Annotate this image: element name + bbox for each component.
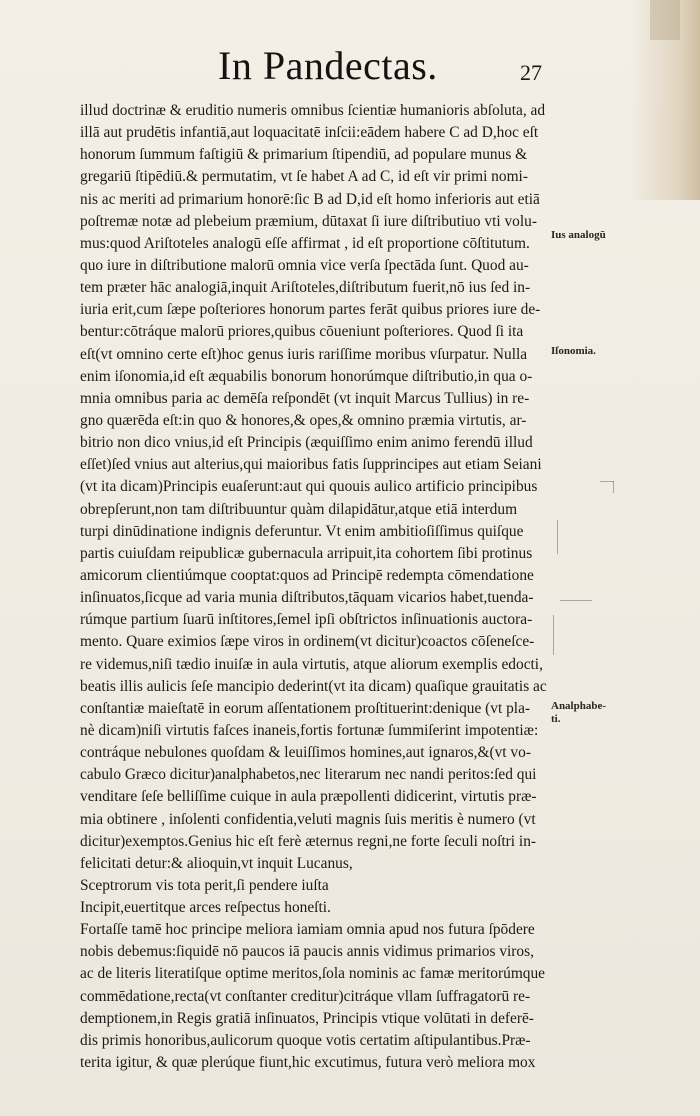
text-line: demptionem,in Regis gratiā inſinuatos, Principis vtique volūtati in deferē- (80, 1009, 534, 1027)
text-line: gregariū ſtipēdiū.& permutatim, vt ſe habet A ad C, id eſt vir primi nomi- (80, 168, 528, 186)
running-title: In Pandectas. (218, 43, 438, 88)
text-line: conſtantiæ maieſtatē in eorum aſſentationem proſtituerint:denique (vt pla- (80, 699, 531, 717)
margin-note-analphabeti: Analphabe- (551, 700, 607, 712)
page-number: 27 (520, 60, 542, 85)
text-line: illud doctrinæ & eruditio numeris omnibus ſcientiæ humanioris abſoluta, ad (80, 102, 546, 119)
page-header (0, 40, 700, 100)
text-line: bentur:cōtráque malorū priores,quibus cōueniunt poſteriores. Quod ſi ita (80, 323, 524, 341)
text-line: (vt ita dicam)Principis euaſerunt:aut qui quouis aulico artificio principibus (80, 478, 538, 496)
pencil-mark (560, 600, 592, 601)
text-line: mia obtinere , inſolenti confidentia,veluti magnis ſuis meritis è numero (vt (80, 810, 536, 828)
pencil-mark (553, 615, 554, 655)
text-line: commēdatione,recta(vt conſtanter creditur)citráque vllam ſuffragatorū re- (80, 987, 531, 1005)
text-line: nis ac meriti ad primarium honorē:ſic B ad D,id eſt homo inferioris aut etiā (80, 190, 540, 208)
text-line: eſt(vt omnino certe eſt)hoc genus iuris rariſſime moribus vſurpatur. Nulla (80, 345, 528, 363)
pencil-mark (613, 481, 614, 493)
text-line: eſſet)ſed vnius aut alterius,qui maioribus fatis ſupprincipes aut etiam Seiani (80, 456, 542, 474)
text-line: tem præter hāc analogiā,inquit Ariſtoteles,diſtributum fuerit,nō ius ſed in- (80, 279, 531, 297)
text-line: Fortaſſe tamē hoc principe meliora iamiam omnia apud nos futura ſpōdere (80, 921, 535, 939)
text-line: gno quærēda eſt:in quo & honores,& opes,& omnino præmia virtutis, ar- (80, 411, 527, 429)
text-line: dicitur)exemptos.Genius hic eſt ferè æternus regni,ne forte ſeculi noſtri in- (80, 832, 537, 850)
text-line: terita igitur, & quæ plerúque fiunt,hic excutimus, futura verò meliora mox (80, 1054, 536, 1072)
text-line: honorum ſummum faſtigiū & primarium ſtipendiū, ad populare munus & (80, 146, 528, 164)
text-line: quo iure in diſtributione malorū omnia vice verſa ſpectāda ſunt. Quod au- (80, 256, 529, 274)
text-line: re videmus,niſi tædio inuiſæ in aula virtutis, atque aliorum exemplis edocti, (80, 655, 543, 673)
pencil-mark (557, 520, 558, 554)
margin-note-ius-analogum: Ius analogū (551, 229, 606, 241)
text-line: partis cuiuſdam reipublicæ gubernacula arripuit,ita cohortem ſibi protinus (80, 544, 533, 562)
text-line: nè dicam)niſi virtutis faſces inaneis,fortis fortunæ ſummiſerint impotentiæ: (80, 721, 539, 739)
text-line: ac de literis literatiſque optime meritos,ſola nominis ac famæ meritorúmque (80, 965, 546, 983)
text-line: mento. Quare eximios ſæpe viros in ordinem(vt dicitur)coactos cōſeneſce- (80, 633, 535, 651)
body-text (80, 100, 550, 1074)
text-line: mus:quod Ariſtoteles analogū eſſe affirmat , id eſt proportione cōſtitutum. (80, 234, 530, 252)
text-line: bitrio non dico vnius,id eſt Principis (æquiſſimo enim animo ferendū illud (80, 434, 533, 452)
text-line: Sceptrorum vis tota perit,ſi pendere iuſta (80, 876, 329, 894)
margin-note-isonomia: Iſonomia. (551, 345, 596, 357)
text-line: inſinuatos,ſicque ad varia munia diſtributos,tāquam vicarios habet,tuenda- (80, 589, 534, 607)
text-line: illā aut prudētis infantiā,aut loquacitatē inſcii:eādem habere C ad D,hoc eſt (80, 124, 539, 142)
margin-note-analphabeti-cont: ti. (551, 713, 561, 725)
text-line: amicorum clientiúmque cooptat:quos ad Principē redempta cōmendatione (80, 566, 534, 584)
text-line: contráque nebulones quoſdam & leuiſſimos homines,aut ignaros,&(vt vo- (80, 744, 531, 762)
text-line: turpi dinūdinatione indignis deferuntur. Vt enim ambitioſiſſimus quiſque (80, 522, 524, 540)
pencil-mark (600, 481, 614, 482)
page-stain-corner (650, 0, 680, 40)
text-line: enim iſonomia,id eſt æquabilis bonorum honorúmque diſtributio,in qua o- (80, 367, 533, 385)
text-line: iuria erit,cum ſæpe poſteriores honorum partes ferāt quibus priores iure de- (80, 301, 541, 319)
text-line: dis primis honoribus,aulicorum quoque votis certatim aſtipulantibus.Præ- (80, 1031, 531, 1049)
text-line: felicitati detur:& alioquin,vt inquit Lucanus, (80, 854, 353, 872)
text-line: Incipit,euertitque arces reſpectus honeſti. (80, 899, 331, 917)
text-line: beatis illis aulicis ſeſe mancipio dederint(vt ita dicam) quaſique grauitatis ac (80, 677, 547, 695)
text-line: nobis debemus:ſiquidē nō paucos iā paucis annis vidimus primarios viros, (80, 943, 534, 961)
text-line: rúmque partium ſuarū inſtitores,ſemel ipſi obſtrictos inſinuationis auctora- (80, 611, 533, 629)
text-line: cabulo Græco dicitur)analphabetos,nec literarum nec nandi peritos:ſed qui (80, 766, 537, 784)
text-line: obrepſerunt,non tam diſtribuuntur quàm dilapidātur,atque etiā interdum (80, 500, 518, 518)
text-line: mnia omnibus paria ac demēſa reſpondēt (vt inquit Marcus Tullius) in re- (80, 389, 530, 407)
text-line: poſtremæ notæ ad plebeium præmium, dūtaxat ſi iure diſtributiuo vti volu- (80, 212, 537, 230)
text-line: venditare ſeſe belliſſime cuique in aula præpollenti didicerint, virtutis præ- (80, 788, 537, 806)
